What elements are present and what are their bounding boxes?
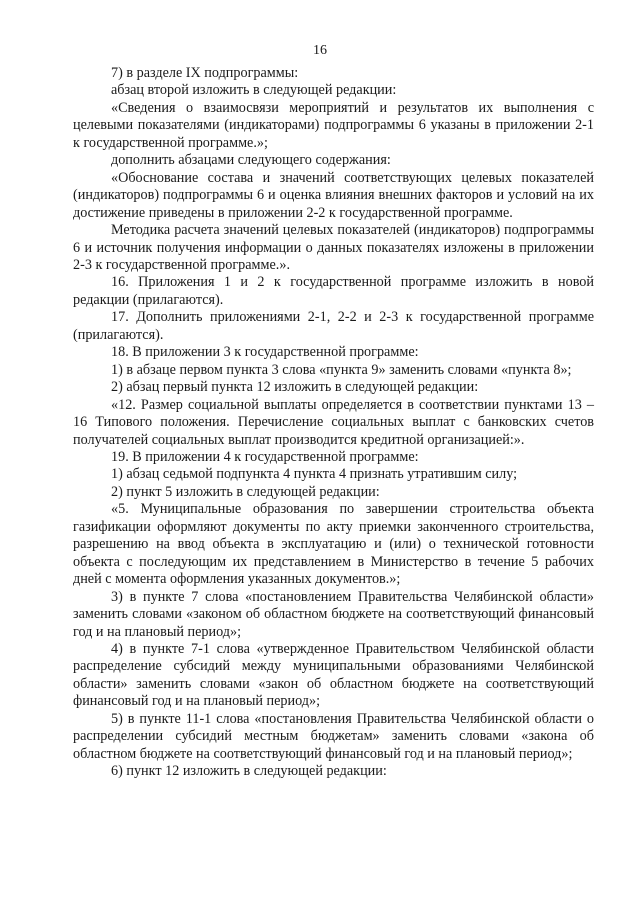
paragraph: «12. Размер социальной выплаты определяется в соответствии пунктами 13 – 16 Типового положения. Перечисление социальных выплат с банковских счетов получателей социальных выплат производится кредитной организацией:». bbox=[73, 396, 594, 448]
paragraph: «5. Муниципальные образования по завершении строительства объекта газификации оформляют документы по акту приемки законченного строительства, разрешению на ввод объекта в эксплуатацию и (или) о технической готовности объекта с последующим их представлением в Министерство в течение 5 рабочих дней с момента оформления указанных документов.»; bbox=[73, 501, 594, 588]
paragraph: 17. Дополнить приложениями 2-1, 2-2 и 2-3 к государственной программе (прилагаются). bbox=[73, 309, 594, 343]
paragraph: дополнить абзацами следующего содержания: bbox=[111, 152, 391, 169]
paragraph: 2) пункт 5 изложить в следующей редакции: bbox=[111, 483, 380, 500]
paragraph: 6) пункт 12 изложить в следующей редакции: bbox=[111, 763, 387, 780]
paragraph: 18. В приложении 3 к государственной программе: bbox=[111, 344, 419, 361]
paragraph: «Обоснование состава и значений соответствующих целевых показателей (индикаторов) подпрограммы 6 и оценка влияния внешних факторов и условий на их достижение приведены в приложении 2-2 к государственной программе. bbox=[73, 169, 594, 221]
page-number: 16 bbox=[313, 43, 327, 58]
paragraph: 5) в пункте 11-1 слова «постановления Правительства Челябинской области о распределении субсидий местным бюджетам» заменить словами «закона об областном бюджете на соответствующий финансовый год и на плановый период»; bbox=[73, 710, 594, 762]
paragraph: абзац второй изложить в следующей редакции: bbox=[111, 82, 397, 99]
paragraph: 4) в пункте 7-1 слова «утвержденное Правительством Челябинской области распределение субсидий между муниципальными образованиями Челябинской области» заменить словами «закон об областном бюджете на соответствующий финансовый год и на плановый период»; bbox=[73, 640, 594, 710]
paragraph: 1) в абзаце первом пункта 3 слова «пункта 9» заменить словами «пункта 8»; bbox=[111, 361, 572, 378]
paragraph: 2) абзац первый пункта 12 изложить в следующей редакции: bbox=[111, 379, 479, 396]
paragraph: 3) в пункте 7 слова «постановлением Правительства Челябинской области» заменить словами «законом об областном бюджете на соответствующий финансовый год и на плановый период»; bbox=[73, 588, 594, 640]
paragraph: 19. В приложении 4 к государственной программе: bbox=[111, 448, 419, 465]
paragraph: «Сведения о взаимосвязи мероприятий и результатов их выполнения с целевыми показателями (индикаторами) подпрограммы 6 указаны в приложении 2-1 к государственной программе.»; bbox=[73, 99, 594, 151]
paragraph: 7) в разделе IX подпрограммы: bbox=[111, 65, 299, 81]
document-body bbox=[73, 65, 594, 781]
paragraph: 16. Приложения 1 и 2 к государственной программе изложить в новой редакции (прилагаются). bbox=[73, 274, 594, 308]
paragraph: 1) абзац седьмой подпункта 4 пункта 4 признать утратившим силу; bbox=[111, 466, 518, 483]
paragraph: Методика расчета значений целевых показателей (индикаторов) подпрограммы 6 и источник получения информации о данных показателях изложены в приложении 2-3 к государственной программе.». bbox=[73, 222, 594, 273]
